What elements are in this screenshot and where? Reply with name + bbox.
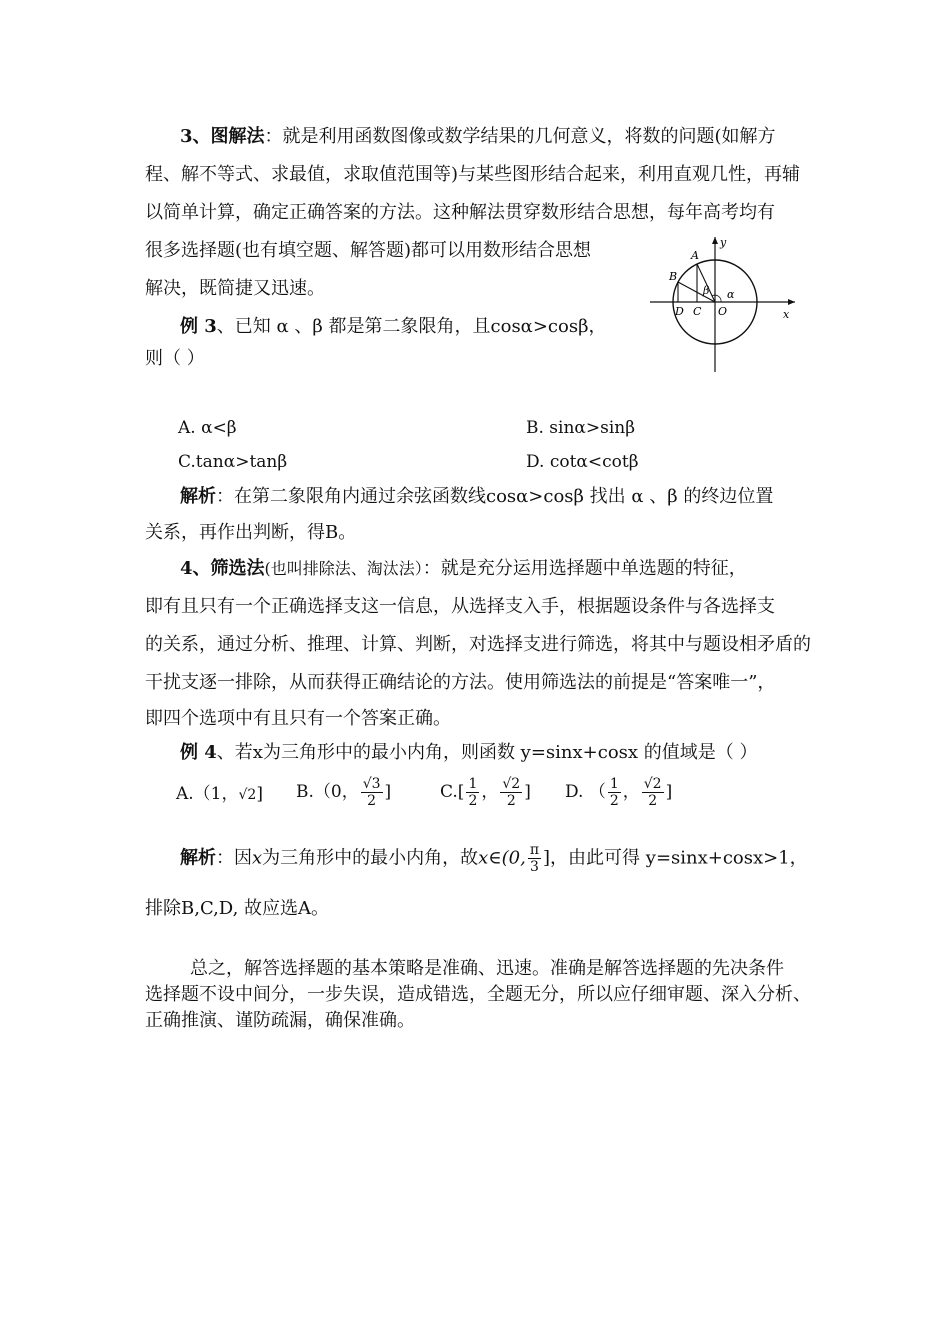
label-x: x xyxy=(783,308,790,321)
sec4-text1: ：就是充分运用选择题中单选题的特征， xyxy=(422,558,747,579)
ex4-option-b: B.（0， $\frac{√3}{2}$ ] xyxy=(296,776,392,809)
ex4-text: 、若x为三角形中的最小内角，则函数 y=sinx+cosx 的值域是（ ） xyxy=(216,742,758,763)
ex3-sol-text: ：在第二象限角内通过余弦函数线cosα>cosβ 找出 α 、β 的终边位置 xyxy=(216,486,774,507)
sec3-line1 xyxy=(180,124,776,150)
sec4-line3: 的关系，通过分析、推理、计算、判断，对选择支进行筛选，将其中与题设相矛盾的 xyxy=(145,634,811,655)
ex4-label: 例 4 xyxy=(180,742,217,763)
ex3-solution-line1 xyxy=(180,484,773,510)
sec3-line4: 很多选择题(也有填空题、解答题)都可以用数形结合思想 xyxy=(145,240,592,261)
ex4-option-d: D. （ $\frac{1}{2}$ ， $\frac{√2}{2}$ ] xyxy=(565,776,673,809)
sec4-title: 4、筛选法 xyxy=(180,558,265,579)
ex3-line1 xyxy=(180,314,606,340)
sec3-text1: ：就是利用函数图像或数学结果的几何意义，将数的问题(如解方 xyxy=(264,126,776,147)
summary-line3: 正确推演、谨防疏漏，确保准确。 xyxy=(145,1010,415,1031)
summary-line2: 选择题不设中间分，一步失误，造成错选，全题无分，所以应仔细审题、深入分析、 xyxy=(145,984,811,1005)
label-y: y xyxy=(720,236,727,249)
sec4-line4: 干扰支逐一排除，从而获得正确结论的方法。使用筛选法的前提是“答案唯一”， xyxy=(145,672,776,693)
ex4-option-a: A.（1，√2] xyxy=(176,784,263,804)
ex4-line1 xyxy=(180,740,758,766)
ex3-text: 、已知 α 、β 都是第二象限角，且cosα>cosβ， xyxy=(216,316,607,337)
sec4-line1 xyxy=(180,556,747,582)
label-O: O xyxy=(718,305,728,318)
sec3-line5: 解决，既简捷又迅速。 xyxy=(145,278,325,299)
ex3-solution-line2: 关系，再作出判断，得B。 xyxy=(145,522,357,543)
sec4-paren: (也叫排除法、淘汰法） xyxy=(264,559,423,578)
ex4-sol-label: 解析 xyxy=(180,847,216,869)
ex4-option-c: C.[ $\frac{1}{2}$ ， $\frac{√2}{2}$ ] xyxy=(440,776,531,809)
sec3-title: 3、图解法 xyxy=(180,126,265,147)
sec3-line2: 程、解不等式、求最值，求取值范围等)与某些图形结合起来，利用直观几性，再辅 xyxy=(145,164,801,185)
ex3-option-a: A. α<β xyxy=(178,418,237,438)
sec3-line3: 以简单计算，确定正确答案的方法。这种解法贯穿数形结合思想，每年高考均有 xyxy=(145,202,775,223)
sec4-line5: 即四个选项中有且只有一个答案正确。 xyxy=(145,708,451,729)
ex3-option-c: C.tanα>tanβ xyxy=(178,452,288,472)
unit-circle-figure xyxy=(645,232,800,377)
ex3-option-b: B. sinα>sinβ xyxy=(526,418,636,438)
label-D: D xyxy=(675,305,684,318)
sec4-line2: 即有且只有一个正确选择支这一信息，从选择支入手，根据题设条件与各选择支 xyxy=(145,596,775,617)
ex3-line2: 则（ ） xyxy=(145,348,205,369)
ex3-option-d: D. cotα<cotβ xyxy=(526,452,639,472)
label-alpha: α xyxy=(727,288,735,301)
ex4-solution-line1: 解析：因x为三角形中的最小内角，故x∈(0, $\frac{\pi}{3}$ ]，由此可得 y=sinx+cosx>1， xyxy=(180,842,808,875)
label-C: C xyxy=(693,305,702,318)
label-beta: β xyxy=(703,284,710,297)
summary-line1: 总之，解答选择题的基本策略是准确、迅速。准确是解答选择题的先决条件 xyxy=(190,958,784,979)
ex3-sol-label: 解析 xyxy=(180,486,216,507)
ex4-solution-line2: 排除B,C,D, 故应选A。 xyxy=(145,898,330,919)
label-A: A xyxy=(691,249,699,262)
label-B: B xyxy=(669,270,678,283)
ex3-label: 例 3 xyxy=(180,316,217,337)
